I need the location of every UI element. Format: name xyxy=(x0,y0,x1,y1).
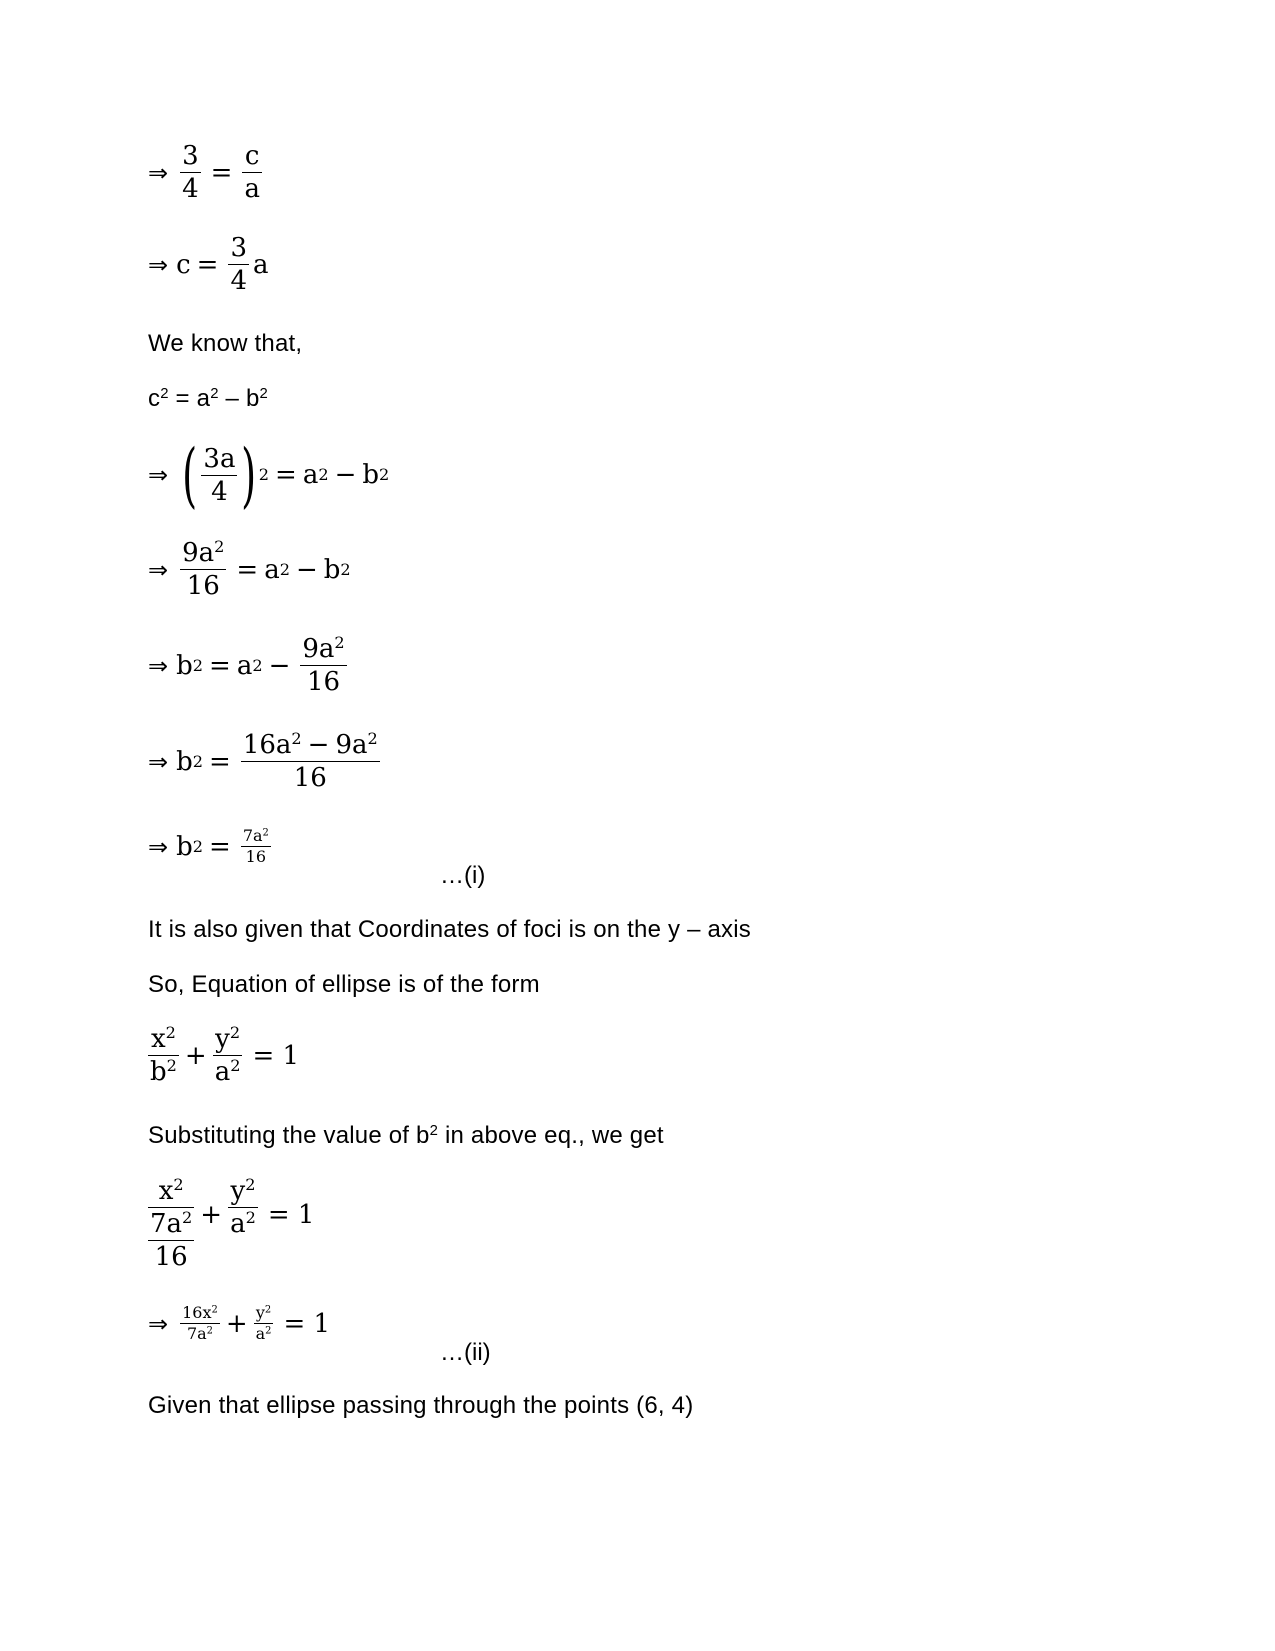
equation-tag-i: …(i) xyxy=(440,862,486,889)
fraction: $\frac{x^2}{\frac{7a^2}{16}}$ xyxy=(150,1175,193,1272)
implies-arrow: ⇒ xyxy=(148,747,169,776)
equation-9a: ⇒ $\frac{9a^2}{16}$ = a 2 − b 2 xyxy=(148,537,351,601)
equation-ii: ⇒ $\frac{16x^2}{7a^2}$ + $\frac{y^2}{a^2}$ = 1 xyxy=(148,1303,331,1343)
fraction: $\frac{9a^2}{16}$ xyxy=(302,633,345,697)
fraction: $\frac{3}{4}$ xyxy=(182,141,199,204)
fraction: $\frac{x^2}{b^2}$ xyxy=(150,1023,177,1087)
equation-squared: ⇒ ( $\frac{3a}{4}$ ) 2 = a 2 − b 2 xyxy=(148,434,390,516)
substituting-text: Substituting the value of $b^2$ in above eq., we get xyxy=(148,1122,664,1149)
equation-ratio: ⇒ $\frac{3}{4}$ = $\frac{c}{a}$ xyxy=(148,141,260,204)
fraction: $\frac{y^2}{a^2}$ xyxy=(230,1175,256,1239)
implies-arrow: ⇒ xyxy=(148,461,169,489)
implies-arrow: ⇒ xyxy=(148,158,169,187)
implies-arrow: ⇒ xyxy=(148,250,169,279)
fraction: $\frac{c}{a}$ xyxy=(244,141,260,204)
implies-arrow: ⇒ xyxy=(148,651,169,680)
equation-tag-ii: …(ii) xyxy=(440,1339,491,1366)
foci-text: It is also given that Coordinates of foci is on the y – axis xyxy=(148,916,751,943)
fraction: $\frac{16a^2 - 9a^2}{16}$ xyxy=(242,729,378,793)
nested-fraction: $\frac{7a^2}{16}$ xyxy=(150,1208,193,1272)
fraction: $\frac{9a^2}{16}$ xyxy=(182,537,225,601)
implies-arrow: ⇒ xyxy=(148,555,169,584)
given-text: Given that ellipse passing through the points (6, 4) xyxy=(148,1392,694,1419)
equation-combined: ⇒ b 2 = $\frac{16a^2 - 9a^2}{16}$ xyxy=(148,729,378,793)
identity-line: $c^2 = a^2 - b^2$ xyxy=(148,385,268,412)
equation-c: ⇒ c = $\frac{3}{4}$ a xyxy=(148,233,269,296)
fraction: $\frac{7a^2}{16}$ xyxy=(242,826,269,866)
implies-arrow: ⇒ xyxy=(148,832,169,861)
equation-b2: ⇒ b 2 = a 2 − $\frac{9a^2}{16}$ xyxy=(148,633,345,697)
left-paren: ( xyxy=(182,434,198,516)
ellipse-form: $\frac{x^2}{b^2}$ + $\frac{y^2}{a^2}$ = 1 xyxy=(150,1023,300,1087)
right-paren: ) xyxy=(241,434,257,516)
substituted-equation: $\frac{x^2}{\frac{7a^2}{16}}$ + $\frac{y^2}{a^2}$ = 1 xyxy=(150,1175,315,1272)
fraction: $\frac{16x^2}{7a^2}$ xyxy=(182,1303,218,1343)
we-know-text: We know that, xyxy=(148,330,303,357)
form-text: So, Equation of ellipse is of the form xyxy=(148,971,540,998)
fraction: $\frac{y^2}{a^2}$ xyxy=(214,1023,241,1087)
implies-arrow: ⇒ xyxy=(148,1309,169,1338)
fraction: $\frac{y^2}{a^2}$ xyxy=(255,1303,272,1343)
fraction: $\frac{3}{4}$ xyxy=(230,233,248,296)
fraction: $\frac{3a}{4}$ xyxy=(203,443,236,507)
equation-7a: ⇒ b 2 = $\frac{7a^2}{16}$ xyxy=(148,826,269,866)
